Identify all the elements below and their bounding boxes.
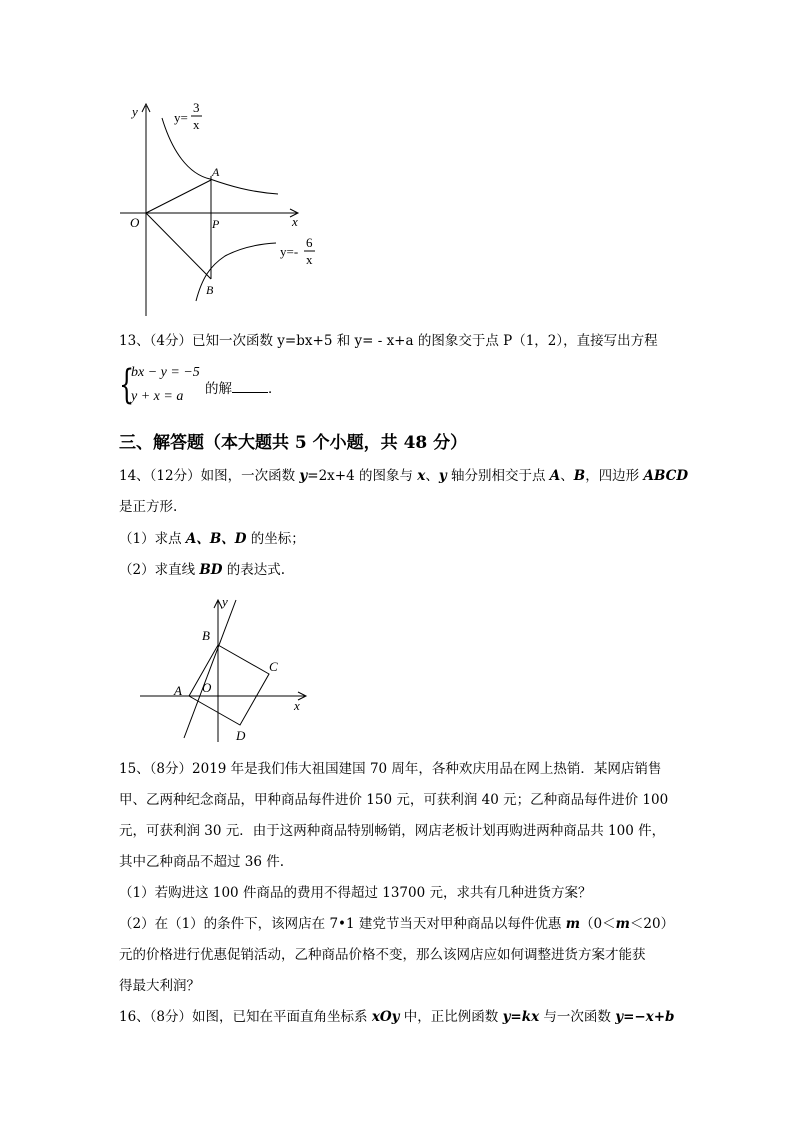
brace: { <box>119 362 135 408</box>
q15-line2: 甲、乙两种纪念商品，甲种商品每件进价 150 元，可获利润 40 元；乙种商品每件进价 100 <box>119 792 669 808</box>
label-d: D <box>236 728 246 743</box>
q15-sub2-line1: （2）在（1）的条件下，该网店在 7•1 建党节当天对甲种商品以每件优惠 m（0＜m＜20） <box>119 916 675 932</box>
curve1-prefix: y= <box>174 110 188 125</box>
label-y: y <box>222 594 228 609</box>
line-ab-extended <box>184 600 236 738</box>
figure-square <box>136 594 316 746</box>
label-b: B <box>202 628 210 643</box>
q13-end: ． <box>268 381 282 397</box>
q13-line1: 13、（4分）已知一次函数 y=bx+5 和 y= - x+a 的图象交于点 P（1，2），直接写出方程 <box>119 333 658 349</box>
label-x: x <box>294 698 300 713</box>
q14-sub1: （1）求点 A、B、D 的坐标； <box>119 531 305 547</box>
q13-eq1: bx − y = −5 <box>131 365 200 380</box>
figure-hyperbolas <box>110 96 330 320</box>
q15-sub2-line2: 元的价格进行优惠促销活动，乙种商品价格不变，那么该网店应如何调整进货方案才能获 <box>119 947 646 963</box>
label-p: P <box>212 217 220 231</box>
label-origin: O <box>130 215 140 230</box>
label-a: A <box>212 165 220 179</box>
q14-sub2: （2）求直线 BD 的表达式. <box>119 562 286 578</box>
answer-blank <box>232 380 268 393</box>
label-y: y <box>132 104 138 119</box>
label-b: B <box>206 283 214 297</box>
curve1-num: 3 <box>193 100 200 115</box>
square-abcd <box>189 645 269 725</box>
label-a: A <box>174 683 182 698</box>
label-origin: O <box>202 680 212 695</box>
curve1-den: x <box>193 117 200 132</box>
q15-line4: 其中乙种商品不超过 36 件. <box>119 854 285 870</box>
curve2-den: x <box>306 252 313 267</box>
q15-line3: 元，可获利润 30 元．由于这两种商品特别畅销，网店老板计划再购进两种商品共 100 件， <box>119 823 666 839</box>
curve-upper <box>162 118 278 194</box>
q13-eq2: y + x = a <box>131 389 184 404</box>
q15-sub2-line3: 得最大利润？ <box>119 978 200 994</box>
label-x: x <box>292 214 298 229</box>
q13-tail: 的解 <box>205 381 232 397</box>
curve2-prefix: y=- <box>280 244 299 259</box>
label-c: C <box>269 659 278 674</box>
q16-line1: 16、（8分）如图，已知在平面直角坐标系 xOy 中，正比例函数 y=kx 与一次函数 y=−x+b <box>119 1009 675 1025</box>
section-heading: 三、解答题（本大题共 5 个小题，共 48 分） <box>119 433 468 453</box>
q14-line2: 是正方形. <box>119 499 178 515</box>
q13-system <box>119 362 379 409</box>
q13-tail-wrap <box>205 377 282 397</box>
segment-oa <box>146 180 211 213</box>
q15-sub1: （1）若购进这 100 件商品的费用不得超过 13700 元，求共有几种进货方案？ <box>119 885 592 901</box>
q15-line1: 15、（8分）2019 年是我们伟大祖国建国 70 周年，各种欢庆用品在网上热销．某网店销售 <box>119 761 662 777</box>
segment-ob <box>146 213 211 279</box>
q14-line1: 14、（12分）如图，一次函数 y=2x+4 的图象与 x、y 轴分别相交于点 A、B，四边形 ABCD <box>119 468 689 484</box>
curve2-num: 6 <box>306 235 313 250</box>
